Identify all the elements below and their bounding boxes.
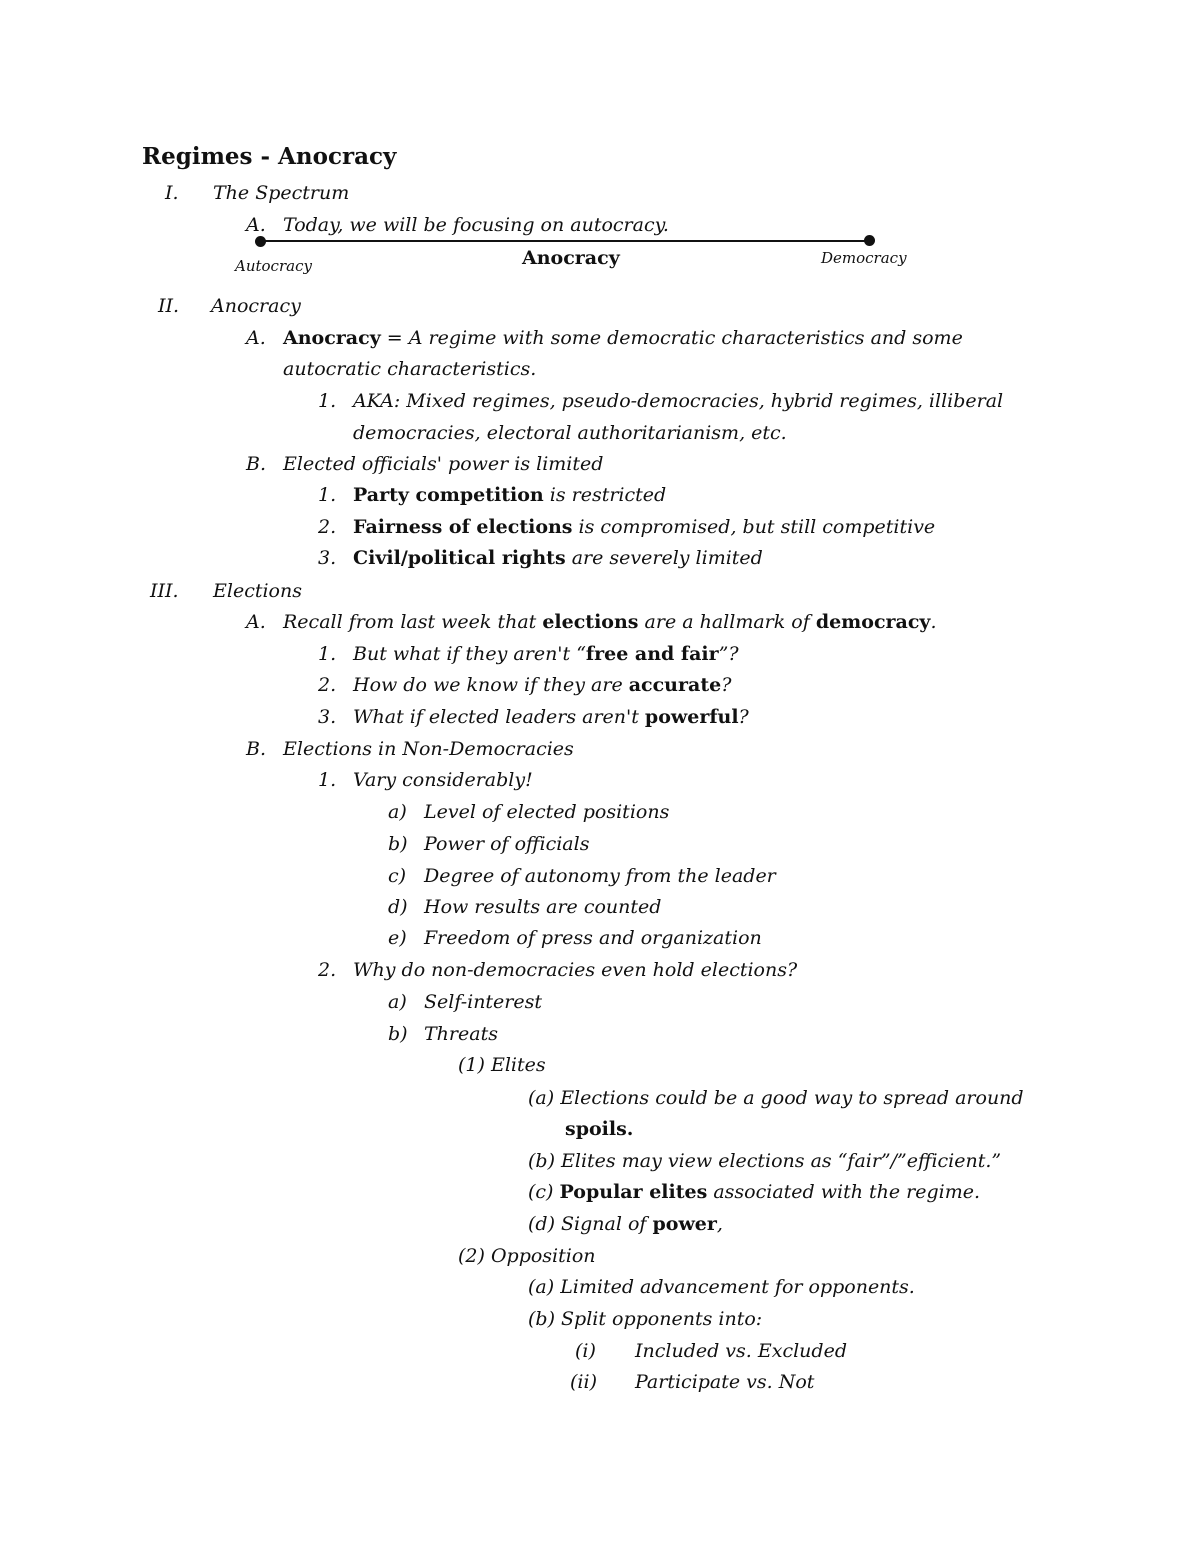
- section-marker: I.: [165, 182, 179, 204]
- item-marker: 2.: [318, 674, 337, 696]
- item-marker: 1.: [318, 769, 337, 791]
- outline-item: How do we know if they are accurate?: [353, 674, 732, 696]
- section-marker: III.: [150, 580, 179, 602]
- section-heading: Elections: [213, 580, 302, 602]
- outline-item: Level of elected positions: [424, 801, 670, 823]
- bold-term: Anocracy: [283, 327, 381, 349]
- item-marker: d): [388, 896, 408, 918]
- item-marker: (i): [575, 1340, 596, 1362]
- section-heading: Anocracy: [211, 295, 301, 317]
- outline-item: Fairness of elections is compromised, but still competitive: [353, 516, 936, 538]
- item-marker: A.: [246, 327, 266, 349]
- outline-item: (b) Split opponents into:: [528, 1308, 763, 1330]
- item-marker: A.: [246, 214, 266, 236]
- item-marker: a): [388, 991, 407, 1013]
- item-marker: 3.: [318, 706, 337, 728]
- outline-item: Freedom of press and organization: [424, 927, 762, 949]
- item-marker: (ii): [570, 1371, 597, 1393]
- item-marker: 2.: [318, 959, 337, 981]
- outline-item: Vary considerably!: [353, 769, 533, 791]
- outline-item: Included vs. Excluded: [635, 1340, 847, 1362]
- outline-item: Degree of autonomy from the leader: [424, 865, 776, 887]
- outline-item: Elected officials' power is limited: [283, 453, 604, 475]
- outline-item-continued: democracies, electoral authoritarianism, etc.: [353, 422, 787, 444]
- outline-item: (c) Popular elites associated with the regime.: [528, 1181, 981, 1203]
- item-marker: b): [388, 1023, 408, 1045]
- outline-item: Recall from last week that elections are a hallmark of democracy.: [283, 611, 937, 633]
- item-marker: 1.: [318, 643, 337, 665]
- document-title: Regimes - Anocracy: [142, 143, 397, 170]
- spectrum-center-label: Anocracy: [522, 247, 620, 269]
- outline-item: (1) Elites: [458, 1054, 546, 1076]
- item-marker: e): [388, 927, 407, 949]
- outline-item-continued: autocratic characteristics.: [283, 358, 537, 380]
- section-marker: II.: [158, 295, 180, 317]
- outline-item: How results are counted: [424, 896, 662, 918]
- item-marker: 2.: [318, 516, 337, 538]
- outline-item: Participate vs. Not: [635, 1371, 815, 1393]
- outline-item: Elections in Non-Democracies: [283, 738, 574, 760]
- outline-item: Power of officials: [424, 833, 590, 855]
- outline-item: (a) Elections could be a good way to spread around: [528, 1087, 1024, 1109]
- outline-item: (2) Opposition: [458, 1245, 596, 1267]
- outline-item: Party competition is restricted: [353, 484, 667, 506]
- outline-item: What if elected leaders aren't powerful?: [353, 706, 749, 728]
- outline-item: But what if they aren't “free and fair”?: [353, 643, 739, 665]
- outline-item-continued: spoils.: [565, 1118, 634, 1140]
- spectrum-left-label: Autocracy: [235, 257, 312, 275]
- item-marker: 1.: [318, 484, 337, 506]
- item-marker: 1.: [318, 390, 337, 412]
- outline-item: (a) Limited advancement for opponents.: [528, 1276, 915, 1298]
- item-marker: a): [388, 801, 407, 823]
- outline-item: Self-interest: [424, 991, 543, 1013]
- outline-item: Today, we will be focusing on autocracy.: [283, 214, 669, 236]
- spectrum-left-dot: [255, 236, 266, 247]
- outline-item: (d) Signal of power,: [528, 1213, 723, 1235]
- outline-item: Why do non-democracies even hold elections?: [353, 959, 798, 981]
- outline-item: Threats: [424, 1023, 498, 1045]
- item-marker: B.: [246, 453, 267, 475]
- section-heading: The Spectrum: [213, 182, 350, 204]
- outline-item: Civil/political rights are severely limited: [353, 547, 763, 569]
- item-marker: 3.: [318, 547, 337, 569]
- spectrum-right-dot: [864, 235, 875, 246]
- outline-item: AKA: Mixed regimes, pseudo-democracies, hybrid regimes, illiberal: [353, 390, 1004, 412]
- item-marker: b): [388, 833, 408, 855]
- spectrum-right-label: Democracy: [821, 249, 907, 267]
- item-marker: B.: [246, 738, 267, 760]
- spectrum-line: [260, 240, 870, 242]
- item-marker: A.: [246, 611, 266, 633]
- outline-item: Anocracy = A regime with some democratic characteristics and some: [283, 327, 963, 349]
- outline-item: (b) Elites may view elections as “fair”/”efficient.”: [528, 1150, 1002, 1172]
- item-marker: c): [388, 865, 407, 887]
